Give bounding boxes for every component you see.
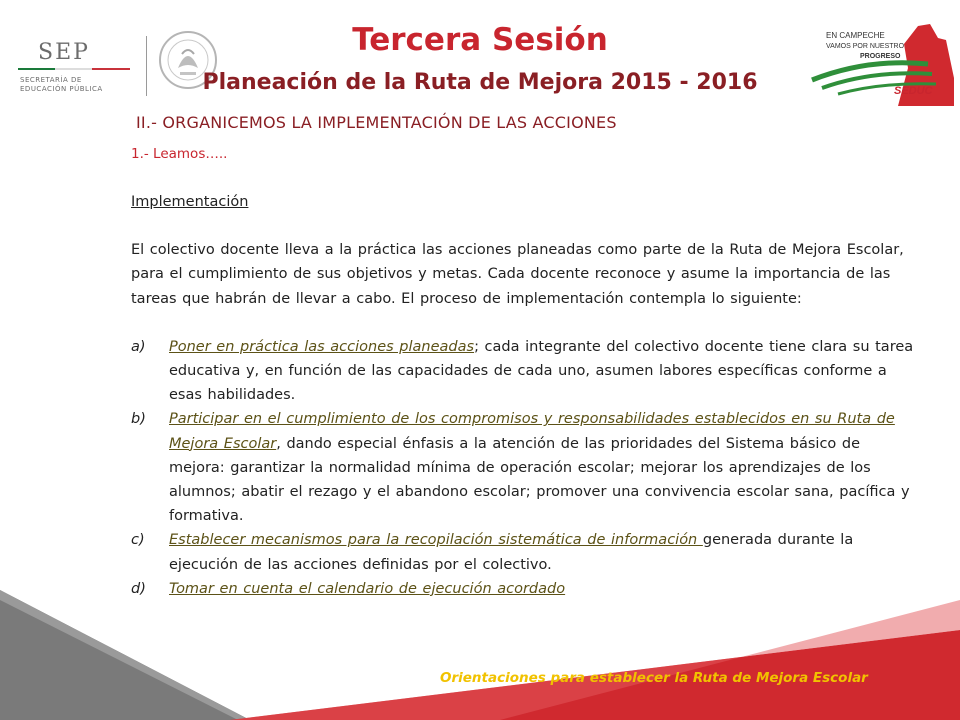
seduc-label: SEDUC [894,85,933,97]
list-item-emphasis: Participar en el cumplimiento de los compromisos y responsabilidades establecidos en su Ruta de Mejora Escolar [169,411,895,452]
section-heading: II.- ORGANICEMOS LA IMPLEMENTACIÓN DE LAS ACCIONES [136,113,617,132]
list-marker: b) [131,411,146,428]
list-marker: d) [131,580,146,597]
list-item-emphasis: Tomar en cuenta el calendario de ejecución acordado [169,580,566,597]
list-item [131,528,921,576]
list-item-emphasis: Establecer mecanismos para la recopilación sistemática de información [169,532,703,549]
sep-logo-subtext: SECRETARÍA DE EDUCACIÓN PÚBLICA [20,76,103,93]
list-item [131,407,921,528]
page-title: Tercera Sesión [352,22,608,58]
implementation-label: Implementación [131,194,249,210]
campeche-line1: EN CAMPECHE [826,31,885,40]
list-marker: a) [131,338,146,355]
list-item-text: ; cada integrante del colectivo docente tiene clara su tarea educativa y, en función de las capacidades de cada uno, asumen labores específicas conforme a esas habilidades. [169,338,914,404]
list-item-emphasis: Poner en práctica las acciones planeadas [169,338,475,355]
list-item-text: , dando especial énfasis a la atención de las prioridades del Sistema básico de mejora: garantizar la normalidad mínima de operación escolar; mejorar los aprendizajes de los alumnos; abatir el rezago y el abandono escolar; promover una convivencia escolar sana, pacífica y formativa. [169,435,910,525]
footer-background [0,590,960,720]
intro-paragraph: El colectivo docente lleva a la práctica las acciones planeadas como parte de la Ruta de Mejora Escolar, para el cumplimiento de sus objetivos y metas. Cada docente reconoce y asume la importancia de las tareas que habrán de llevar a cabo. El proceso de implementación contempla lo siguiente: [131,242,904,307]
list-item [131,335,921,408]
step-label: 1.- Leamos….. [131,146,228,162]
list-item-text: generada durante la ejecución de las acciones definidas por el colectivo. [169,532,854,573]
campeche-line3: PROGRESO [860,53,901,60]
body-content [131,190,921,601]
list-item [131,577,921,601]
sep-logo-text: SEP [38,40,90,65]
page-subtitle: Planeación de la Ruta de Mejora 2015 - 2016 [202,70,758,95]
campeche-line2: VAMOS POR NUESTRO [826,43,905,50]
list-marker: c) [131,532,145,549]
footer-caption: Orientaciones para establecer la Ruta de Mejora Escolar [440,670,868,686]
